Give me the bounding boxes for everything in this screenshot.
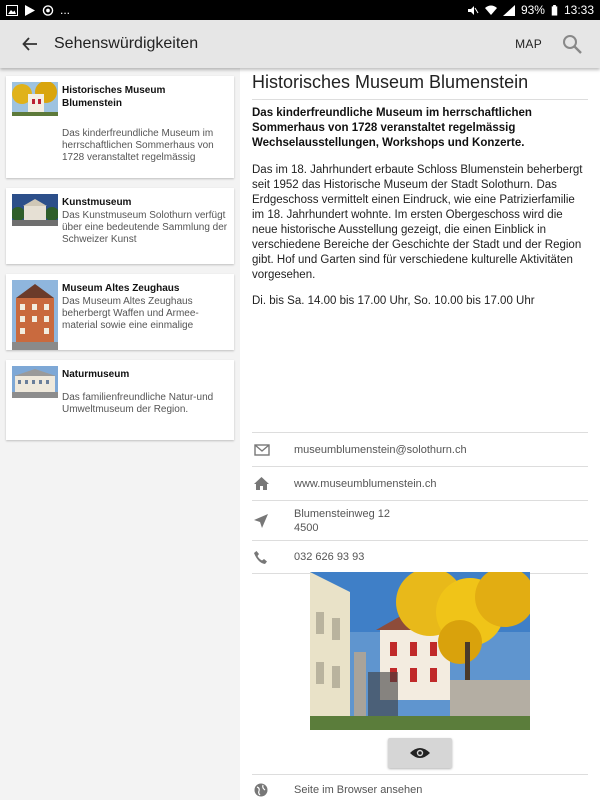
email-icon [254, 444, 270, 456]
list-item-naturmuseum[interactable] [6, 360, 234, 440]
museum-photo[interactable] [310, 572, 530, 730]
naturmuseum-thumbnail [12, 366, 58, 398]
list-item-kunstmuseum[interactable] [6, 188, 234, 264]
email-row[interactable] [252, 432, 588, 466]
open-in-browser-text: Seite im Browser ansehen [294, 783, 423, 796]
view-image-button[interactable] [388, 738, 452, 768]
play-store-icon [24, 5, 36, 16]
navigation-arrow-icon [254, 514, 268, 528]
phone-text: 032 626 93 93 [294, 551, 365, 563]
website-text: www.museumblumenstein.ch [294, 477, 437, 490]
address-street: Blumensteinweg 12 [294, 507, 391, 520]
signal-icon [503, 5, 515, 16]
kunstmuseum-thumbnail [12, 194, 58, 226]
globe-icon [254, 783, 268, 797]
opening-hours: Di. bis Sa. 14.00 bis 17.00 Uhr, So. 10.00 bis 17.00 Uhr [252, 295, 535, 307]
battery-percent: 93% [520, 3, 545, 17]
address-zip: 4500 [294, 521, 319, 534]
list-item-title: Historisches Museum Blumenstein [62, 85, 166, 109]
detail-description: Das im 18. Jahrhundert erbaute Schloss Blumenstein beherbergt seit 1952 das Historische Museum der Stadt Solothurn. Das Erdgeschoss vermittelt einen Eindruck, wie eine Patrizierfamilie im 18. Jahrhundert wohnte. Im ersten Obergeschoss wird die neue historische Ausstellung gezeigt, die einen Einblick in verschiedene Bereiche der Geschichte der Stadt und der Region gibt. Hof und Garten sind für verschiedene kulturelle Aktivitäten vorgesehen. [252, 164, 583, 281]
battery-icon [551, 5, 558, 16]
phone-icon [254, 551, 267, 564]
clock: 13:33 [563, 3, 594, 17]
sync-icon [42, 5, 54, 16]
list-item-desc: Das familienfreundliche Natur-und Umweltmuseum der Region. [62, 392, 214, 415]
arrow-back-icon [22, 36, 38, 52]
detail-lead: Das kinderfreundliche Museum im herrschaftlichen Sommerhaus von 1728 veranstaltet regelmässig Wechselausstellungen, Workshops und Konzerte. [252, 107, 532, 149]
list-item-desc: Das Museum Altes Zeughaus beherbergt Waffen und Armee-material sowie eine einmalige [62, 296, 199, 331]
detail-title: Historisches Museum Blumenstein [252, 72, 588, 100]
search-icon[interactable] [560, 32, 584, 56]
contact-list [252, 432, 588, 574]
address-row[interactable] [252, 500, 588, 540]
museum-blumenstein-thumbnail [12, 82, 58, 116]
list-item-blumenstein[interactable] [6, 76, 234, 178]
list-item-title: Naturmuseum [62, 369, 130, 380]
museum-altes-zeughaus-thumbnail [12, 280, 58, 350]
list-item-desc: Das Kunstmuseum Solothurn verfügt über eine bedeutende Sammlung der Schweizer Kunst [62, 210, 228, 245]
sights-list [0, 68, 240, 800]
map-button[interactable]: MAP [515, 37, 542, 51]
address-text [294, 507, 390, 535]
page-title: Sehenswürdigkeiten [54, 35, 199, 52]
open-in-browser-row[interactable] [252, 774, 588, 800]
wifi-icon [485, 5, 497, 16]
list-item-title: Museum Altes Zeughaus [62, 283, 180, 294]
image-notification-icon [6, 5, 18, 16]
back-button[interactable] [10, 20, 50, 68]
website-row[interactable] [252, 466, 588, 500]
detail-pane [240, 68, 600, 800]
eye-icon [410, 747, 430, 759]
more-notifications: ... [60, 3, 71, 17]
list-item-desc: Das kinderfreundliche Museum im herrschaftlichen Sommerhaus von 1728 veranstaltet regelmässig [62, 128, 214, 163]
phone-row[interactable] [252, 540, 588, 574]
status-bar [0, 0, 600, 20]
list-item-title: Kunstmuseum [62, 197, 132, 208]
app-bar [0, 20, 600, 68]
mute-icon [467, 5, 479, 16]
email-text: museumblumenstein@solothurn.ch [294, 443, 467, 456]
home-icon [254, 477, 269, 490]
list-item-zeughaus[interactable] [6, 274, 234, 350]
